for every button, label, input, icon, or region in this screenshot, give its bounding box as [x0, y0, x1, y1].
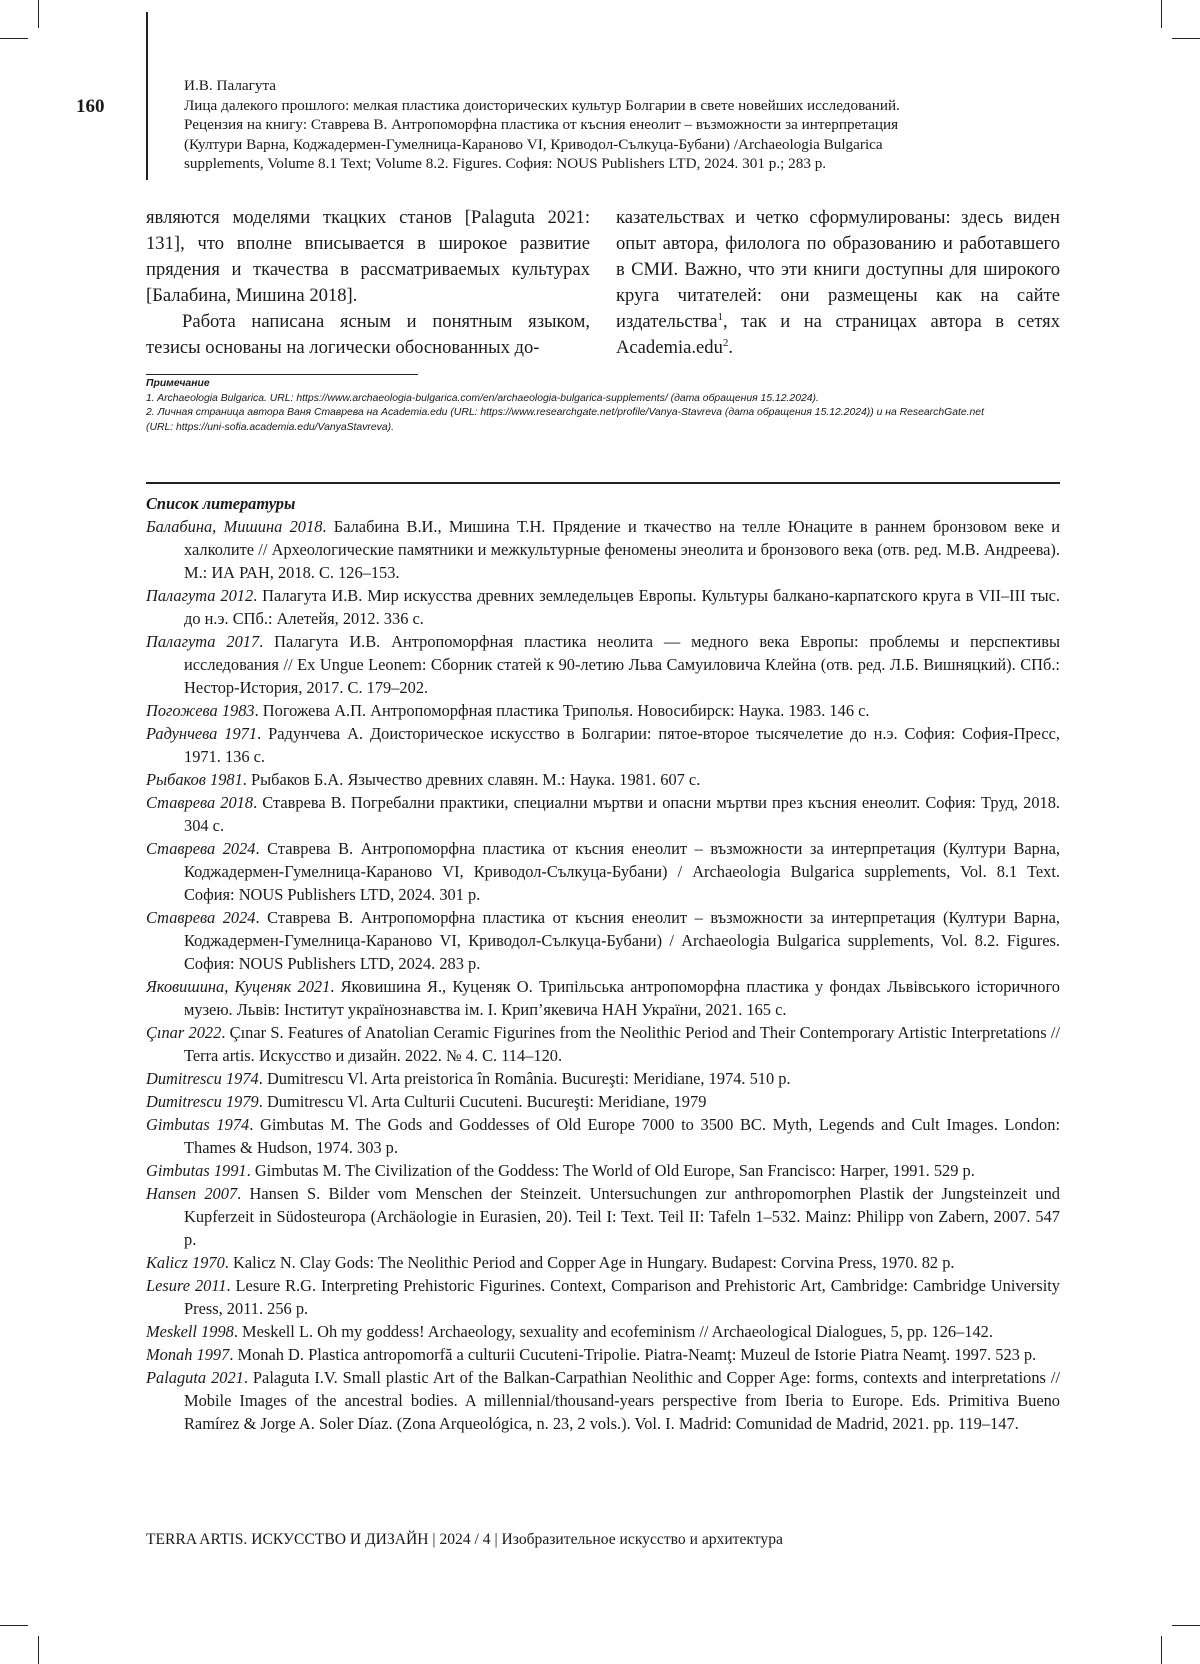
reference-author-year: Палагута 2017 — [146, 632, 260, 651]
footnote-2-continued: (URL: https://uni-sofia.academia.edu/VanyaStavreva). — [146, 421, 394, 433]
reference-author-year: Lesure 2011 — [146, 1276, 227, 1295]
running-footer: TERRA ARTIS. ИСКУССТВО И ДИЗАЙН | 2024 / 4 | Изобразительное искусство и архитектура — [146, 1531, 783, 1548]
reference-author-year: Monah 1997 — [146, 1345, 230, 1364]
reference-author-year: Ставрева 2024 — [146, 908, 256, 927]
body-text-span: . — [728, 337, 734, 358]
reference-text: . Ставрева В. Антропоморфна пластика от късния енеолит – възможности за интерпретация (Култури Варна, Коджадермен-Гумелница-Караново VI, Криводол-Сълкуца-Бубани) / Archaeologia Bulgarica supplements, Vol. 8.1 Text. София: NOUS Publishers LTD, 2024. 301 р. — [184, 839, 1060, 904]
reference-item — [146, 1320, 1060, 1343]
reference-author-year: Gimbutas 1974 — [146, 1115, 250, 1134]
reference-item — [146, 630, 1060, 699]
crop-mark-bottom-left-horizontal — [0, 1625, 28, 1626]
reference-text: . Palaguta I.V. Small plastic Art of the Balkan-Carpathian Neolithic and Copper Age: forms, contexts and interpretations // Mobile Images of the ancestral bodies. A millennial/thousand-years perspective from Iberia to Europe. Eds. Primitiva Bueno Ramírez & Jorge A. Soler Díaz. (Zona Arqueológica, n. 23, 2 vols.). Vol. I. Madrid: Comunidad de Madrid, 2021. pp. 119–147. — [184, 1368, 1060, 1433]
reference-text: . Dumitrescu Vl. Arta preistorica în România. Bucureşti: Meridiane, 1974. 510 p. — [258, 1069, 791, 1088]
reference-text: . Gimbutas M. The Civilization of the Goddess: The World of Old Europe, San Francisco: Harper, 1991. 529 p. — [246, 1161, 975, 1180]
reference-author-year: Gimbutas 1991 — [146, 1161, 247, 1180]
body-text-span: , так и на страницах автора в сетях Academia.edu — [616, 311, 1060, 358]
reference-item — [146, 1182, 1060, 1251]
reference-item — [146, 1067, 1060, 1090]
body-text — [146, 205, 1060, 361]
reference-item — [146, 791, 1060, 837]
reference-author-year: Palaguta 2021 — [146, 1368, 244, 1387]
reference-item — [146, 699, 1060, 722]
margin-rule — [146, 12, 148, 180]
body-paragraph: Работа написана ясным и понятным языком, тезисы основаны на логически обоснованных до- — [146, 311, 590, 358]
reference-text: . Çınar S. Features of Anatolian Ceramic Figurines from the Neolithic Period and Their Contemporary Artistic Interpretations // Terra artis. Искусство и дизайн. 2022. № 4. С. 114–120. — [184, 1023, 1061, 1065]
reference-item — [146, 515, 1060, 584]
footnote-rule — [146, 374, 418, 375]
header-line: supplements, Volume 8.1 Text; Volume 8.2. Figures. София: NOUS Publishers LTD, 2024. 301 р.; 283 р. — [184, 155, 827, 172]
reference-text: . Monah D. Plastica antropomorfă a culturii Cucuteni-Tripolie. Piatra-Neamţ: Muzeul de Istorie Piatra Neamţ. 1997. 523 p. — [229, 1345, 1037, 1364]
reference-item — [146, 1159, 1060, 1182]
body-column-right — [616, 205, 1060, 361]
crop-mark-top-right-horizontal — [1172, 38, 1200, 39]
reference-author-year: Meskell 1998 — [146, 1322, 234, 1341]
body-paragraph: являются моделями ткацких станов [Palaguta 2021: 131], что вполне вписывается в широкое развитие прядения и ткачества в рассматриваемых культурах [Балабина, Мишина 2018]. — [146, 207, 590, 306]
reference-text: . Палагута И.В. Мир искусства древних земледельцев Европы. Культуры балкано-карпатского круга в VII–III тыс. до н.э. СПб.: Алетейя, 2012. 336 с. — [184, 586, 1060, 628]
section-rule — [146, 482, 1060, 484]
reference-author-year: Яковишина, Куценяк 2021 — [146, 977, 331, 996]
reference-author-year: Ставрева 2024 — [146, 839, 256, 858]
reference-item — [146, 1090, 1060, 1113]
reference-author-year: Hansen 2007 — [146, 1184, 238, 1203]
reference-item — [146, 584, 1060, 630]
reference-text: . Ставрева В. Погребални практики, специални мъртви и опасни мъртви през късния енеолит. София: Труд, 2018. 304 с. — [184, 793, 1060, 835]
footnote-2: 2. Личная страница автора Ваня Ставрева на Academia.edu (URL: https://www.researchgate.net/profile/Vanya-Stavreva (дата обращения 15.12.2024)) и на ResearchGate.net — [146, 407, 984, 419]
footnotes-title: Примечание — [146, 378, 210, 389]
reference-item — [146, 1251, 1060, 1274]
reference-text: . Палагута И.В. Антропоморфная пластика неолита — медного века Европы: проблемы и перспективы исследования // Ex Ungue Leonem: Сборник статей к 90-летию Льва Самуиловича Клейна (отв. ред. Л.Б. Вишняцкий). СПб.: Нестор-История, 2017. С. 179–202. — [184, 632, 1060, 697]
reference-item — [146, 1113, 1060, 1159]
reference-author-year: Ставрева 2018 — [146, 793, 254, 812]
reference-text: . Яковишина Я., Куценяк О. Трипільська антропоморфна пластика у фондах Львівського історичного музею. Львів: Інститут українознавства ім. І. Крип’якевича НАН України, 2021. 165 с. — [184, 977, 1060, 1019]
reference-item — [146, 722, 1060, 768]
reference-text: . Meskell L. Oh my goddess! Archaeology, sexuality and ecofeminism // Archaeological Dialogues, 5, pp. 126–142. — [233, 1322, 993, 1341]
header-author: И.В. Палагута — [184, 77, 277, 94]
reference-text: . Dumitrescu Vl. Arta Culturii Cucuteni. Bucureşti: Meridiane, 1979 — [258, 1092, 707, 1111]
running-header — [184, 76, 1084, 174]
reference-text: . Gimbutas M. The Gods and Goddesses of Old Europe 7000 to 3500 BC. Myth, Legends and Cult Images. London: Thames & Hudson, 1974. 303 p. — [184, 1115, 1061, 1157]
header-line: (Култури Варна, Коджадермен-Гумелница-Караново VI, Криводол-Сълкуца-Бубани) /Archaeologia Bulgarica — [184, 135, 883, 153]
crop-mark-top-left-horizontal — [0, 38, 28, 39]
reference-list — [146, 492, 1060, 1435]
reference-text: . Погожева А.П. Антропоморфная пластика Триполья. Новосибирск: Наука. 1983. 146 с. — [254, 701, 870, 720]
body-paragraph — [616, 205, 1060, 361]
reference-author-year: Балабина, Мишина 2018 — [146, 517, 323, 536]
reference-text: . Радунчева А. Доисторическое искусство в Болгарии: пятое-второе тысячелетие до н.э. София: София-Пресс, 1971. 136 с. — [184, 724, 1060, 766]
crop-mark-top-left-vertical — [38, 0, 39, 28]
footnotes — [146, 377, 1066, 435]
reference-item — [146, 1274, 1060, 1320]
reference-item — [146, 768, 1060, 791]
reference-author-year: Погожева 1983 — [146, 701, 255, 720]
reference-text: . Балабина В.И., Мишина Т.Н. Прядение и ткачество на телле Юнаците в раннем бронзовом веке и халколите // Археологические памятники и межкультурные феномены энеолита и бронзового века (отв. ред. М.В. Андреева). М.: ИА РАН, 2018. С. 126–153. — [184, 517, 1060, 582]
reference-text: . Lesure R.G. Interpreting Prehistoric Figurines. Context, Comparison and Prehistoric Art, Cambridge: Cambridge University Press, 2011. 256 p. — [184, 1276, 1060, 1318]
reference-author-year: Çınar 2022 — [146, 1023, 222, 1042]
body-column-left — [146, 205, 590, 361]
reference-text: . Ставрева В. Антропоморфна пластика от късния енеолит – възможности за интерпретация (Култури Варна, Коджадермен-Гумелница-Караново VI, Криводол-Сълкуца-Бубани) / Archaeologia Bulgarica supplements, Vol. 8.2. Figures. София: NOUS Publishers LTD, 2024. 283 р. — [184, 908, 1060, 973]
reference-item — [146, 1021, 1060, 1067]
reference-author-year: Dumitrescu 1974 — [146, 1069, 259, 1088]
crop-mark-top-right-vertical — [1161, 0, 1162, 28]
crop-mark-bottom-left-vertical — [38, 1636, 39, 1664]
footnote-ref-1[interactable]: 1 — [717, 310, 723, 323]
header-line: Рецензия на книгу: Ставрева В. Антропоморфна пластика от късния енеолит – възможности за интерпретация — [184, 116, 899, 133]
reference-item — [146, 837, 1060, 906]
reference-author-year: Радунчева 1971 — [146, 724, 258, 743]
reference-list-title: Список литературы — [146, 494, 296, 513]
body-text-span: казательствах и четко сформулированы: здесь виден опыт автора, филолога по образованию и работавшего в СМИ. Важно, что эти книги доступны для широкого круга читателей: они размещены как на сайте издательства — [616, 207, 1060, 332]
reference-text: . Kalicz N. Clay Gods: The Neolithic Period and Copper Age in Hungary. Budapest: Corvina Press, 1970. 82 p. — [224, 1253, 955, 1272]
reference-item — [146, 1366, 1060, 1435]
reference-item — [146, 906, 1060, 975]
reference-text: . Рыбаков Б.А. Язычество древних славян. М.: Наука. 1981. 607 с. — [242, 770, 701, 789]
reference-author-year: Палагута 2012 — [146, 586, 254, 605]
footnote-1: 1. Archaeologia Bulgarica. URL: https://www.archaeologia-bulgarica.com/en/archaeologia-bulgarica-supplements/ (дата обращения 15.12.2024). — [146, 392, 819, 404]
reference-author-year: Рыбаков 1981 — [146, 770, 243, 789]
header-title: Лица далекого прошлого: мелкая пластика доисторических культур Болгарии в свете новейших исследований. — [184, 96, 900, 114]
reference-item — [146, 1343, 1060, 1366]
footnote-ref-2[interactable]: 2 — [722, 336, 729, 349]
reference-items — [146, 515, 1060, 1435]
reference-text: . Hansen S. Bilder vom Menschen der Steinzeit. Untersuchungen zur anthropomorphen Plastik der Jungsteinzeit und Kupferzeit in Südosteuropa (Archäologie in Eurasien, 20). Teil I: Text. Teil II: Tafeln 1–532. Mainz: Philipp von Zabern, 2007. 547 p. — [184, 1184, 1060, 1249]
page-number: 160 — [76, 96, 105, 117]
crop-mark-bottom-right-horizontal — [1172, 1625, 1200, 1626]
crop-mark-bottom-right-vertical — [1161, 1636, 1162, 1664]
reference-item — [146, 975, 1060, 1021]
reference-author-year: Dumitrescu 1979 — [146, 1092, 259, 1111]
reference-author-year: Kalicz 1970 — [146, 1253, 225, 1272]
